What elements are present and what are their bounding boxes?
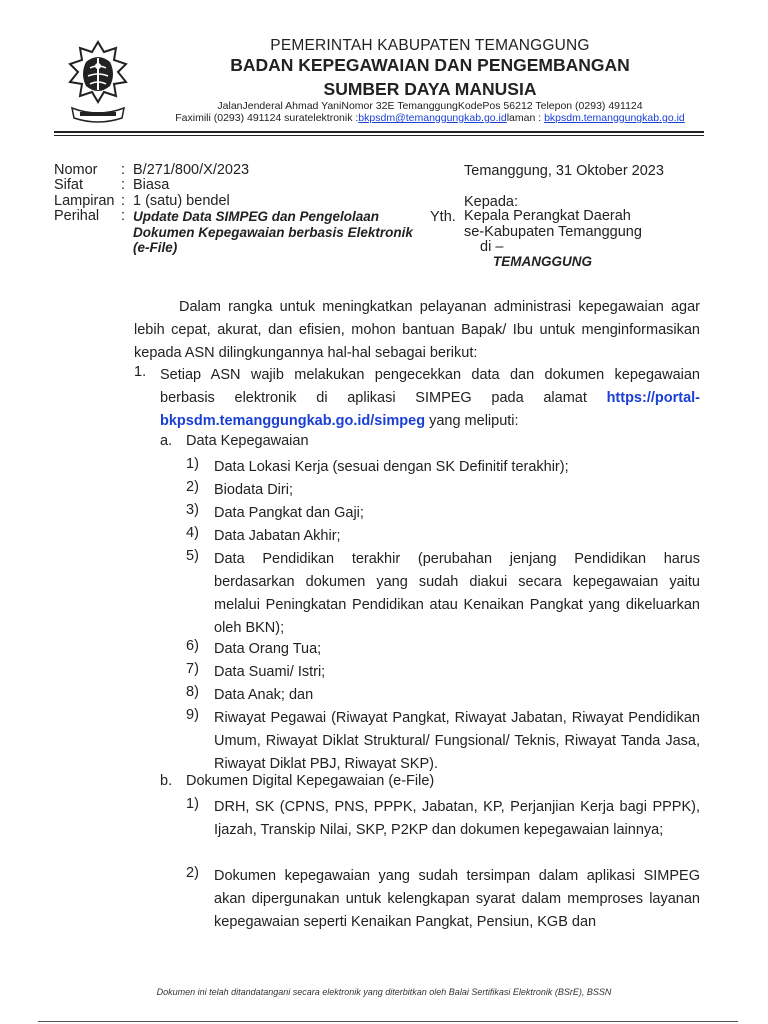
sub-a-item-num: 2) bbox=[186, 479, 199, 495]
sub-a-item-num: 4) bbox=[186, 525, 199, 541]
lampiran-label: Lampiran bbox=[54, 193, 115, 209]
sub-a-item: Data Orang Tua; bbox=[214, 641, 322, 657]
esign-footer-note: Dokumen ini telah ditandatangani secara elektronik yang diterbitkan oleh Balai Sertifikasi Elektronik (BSrE), BSSN bbox=[156, 987, 612, 997]
sub-b-item-num: 2) bbox=[186, 865, 199, 881]
recipient-line2: se-Kabupaten Temanggung bbox=[464, 223, 642, 240]
header-divider-thin bbox=[54, 135, 704, 136]
sub-a-item-num: 1) bbox=[186, 456, 199, 472]
agency-name-line2: SUMBER DAYA MANUSIA bbox=[323, 79, 537, 99]
perihal-colon: : bbox=[121, 208, 126, 224]
recipient-block bbox=[464, 209, 642, 256]
nomor-colon: : bbox=[121, 162, 126, 178]
sub-a-item: Data Anak; dan bbox=[214, 687, 314, 703]
email-link[interactable]: bkpsdm@temanggungkab.go.id bbox=[358, 112, 507, 124]
sub-a-item-num: 3) bbox=[186, 502, 199, 518]
sub-b-title: Dokumen Digital Kepegawaian (e-File) bbox=[186, 773, 435, 789]
sub-a-item: Data Pangkat dan Gaji; bbox=[214, 505, 364, 521]
item1-number: 1. bbox=[134, 364, 147, 380]
sub-b-item-num: 1) bbox=[186, 796, 199, 812]
yth-label: Yth. bbox=[430, 209, 456, 225]
nomor-label: Nomor bbox=[54, 162, 98, 178]
simpeg-link[interactable]: https://portal-bkpsdm.temanggungkab.go.id/simpeg bbox=[160, 390, 700, 429]
sub-a-item-num: 5) bbox=[186, 548, 199, 564]
intro-paragraph: Dalam rangka untuk meningkatkan pelayanan administrasi kepegawaian agar lebih cepat, akurat, dan efisien, mohon bantuan Bapak/ Ibu untuk menginformasikan kepada ASN dilingkungannya hal-hal sebagai berikut: bbox=[134, 299, 700, 361]
lampiran-colon: : bbox=[121, 193, 126, 209]
footer-divider bbox=[38, 1021, 738, 1022]
address-line: JalanJenderal Ahmad YaniNomor 32E TemanggungKodePos 56212 Telepon (0293) 491124 bbox=[217, 100, 643, 112]
sub-a-item: Data Jabatan Akhir; bbox=[214, 528, 341, 544]
letter-date: 31 Oktober 2023 bbox=[555, 163, 664, 179]
sub-a-item-num: 9) bbox=[186, 707, 199, 723]
sifat-colon: : bbox=[121, 177, 126, 193]
sub-a-item: Riwayat Pegawai (Riwayat Pangkat, Riwayat Jabatan, Riwayat Pendidikan Umum, Riwayat Diklat Struktural/ Fungsional/ Teknis, Riwayat Tanda Jasa, Riwayat Diklat PBJ, Riwayat SKP). bbox=[214, 710, 700, 772]
sub-b-label: b. bbox=[160, 773, 173, 789]
sub-a-item: Biodata Diri; bbox=[214, 482, 293, 498]
laman-text: laman : bbox=[506, 112, 545, 124]
sub-a-label: a. bbox=[160, 433, 173, 449]
contact-line bbox=[140, 112, 720, 124]
sub-a-item-num: 7) bbox=[186, 661, 199, 677]
sub-b-item: DRH, SK (CPNS, PNS, PPPK, Jabatan, KP, Perjanjian Kerja bagi PPPK), Ijazah, Transkip Nilai, SKP, P2KP dan dokumen kepegawaian lainnya; bbox=[214, 799, 700, 838]
item1-text bbox=[160, 364, 700, 433]
di-label: di – bbox=[480, 239, 504, 255]
sifat-label: Sifat bbox=[54, 177, 84, 193]
sub-b-item: Dokumen kepegawaian yang sudah tersimpan dalam aplikasi SIMPEG akan dipergunakan untuk kelengkapan syarat dalam memproses layanan kepegawaian seperti Kenaikan Pangkat, Pensiun, KGB dan bbox=[214, 868, 700, 930]
sub-a-item: Data Suami/ Istri; bbox=[214, 664, 326, 680]
item1-tail: yang meliputi: bbox=[425, 413, 519, 429]
city-prefix: Temanggung, bbox=[464, 163, 552, 179]
place-date bbox=[464, 163, 664, 179]
agency-name-line1: BADAN KEPEGAWAIAN DAN PENGEMBANGAN bbox=[230, 55, 630, 75]
nomor-value: B/271/800/X/2023 bbox=[133, 162, 250, 178]
sub-a-item: Data Lokasi Kerja (sesuai dengan SK Definitif terakhir); bbox=[214, 459, 569, 475]
sub-a-title: Data Kepegawaian bbox=[186, 433, 309, 449]
regency-coat-of-arms-icon bbox=[66, 38, 130, 126]
lampiran-value: 1 (satu) bendel bbox=[133, 193, 230, 209]
recipient-line1: Kepala Perangkat Daerah bbox=[464, 208, 631, 224]
perihal-value: Update Data SIMPEG dan Pengelolaan Dokumen Kepegawaian berbasis Elektronik (e-File) bbox=[133, 209, 413, 255]
sifat-value: Biasa bbox=[133, 177, 170, 193]
sub-a-item: Data Pendidikan terakhir (perubahan jenjang Pendidikan harus berdasarkan dokumen yang sudah diakui secara kepegawaian yaitu melalui Peningkatan Pendidikan atau Kenaikan Pangkat yang dikeluarkan oleh BKN); bbox=[214, 551, 700, 636]
header-divider-thick bbox=[54, 131, 704, 133]
sub-a-item-num: 8) bbox=[186, 684, 199, 700]
item1-body: Setiap ASN wajib melakukan pengecekkan data dan dokumen kepegawaian berbasis elektronik di aplikasi SIMPEG pada alamat bbox=[160, 367, 700, 406]
fax-text: Faximili (0293) 491124 suratelektronik : bbox=[175, 112, 359, 124]
gov-header-line: PEMERINTAH KABUPATEN TEMANGGUNG bbox=[270, 37, 590, 54]
perihal-label: Perihal bbox=[54, 208, 100, 224]
website-link[interactable]: bkpsdm.temanggungkab.go.id bbox=[544, 112, 685, 124]
sub-a-item-num: 6) bbox=[186, 638, 199, 654]
recipient-city: TEMANGGUNG bbox=[493, 254, 592, 269]
kepada-label: Kepada: bbox=[464, 194, 519, 210]
